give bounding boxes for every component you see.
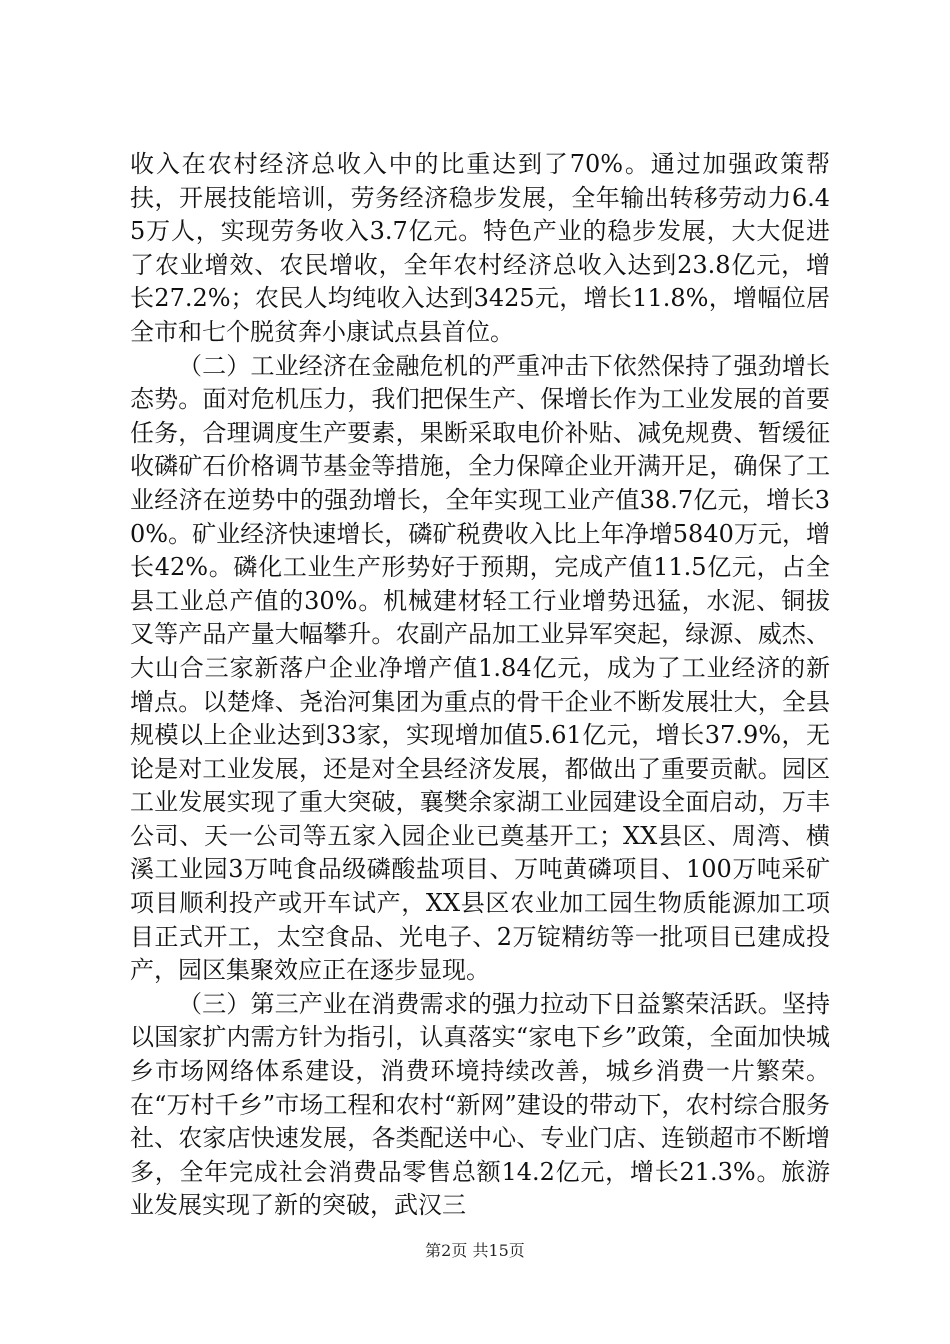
paragraph-continued: 收入在农村经济总收入中的比重达到了70%。通过加强政策帮扶，开展技能培训，劳务经济稳步发展，全年输出转移劳动力6.45万人，实现劳务收入3.7亿元。特色产业的稳步发展，大大促进了农业增效、农民增收，全年农村经济总收入达到23.8亿元，增长27.2%；农民人均纯收入达到3425元，增长11.8%，增幅位居全市和七个脱贫奔小康试点县首位。 xyxy=(130,150,830,346)
body-text xyxy=(130,148,830,1223)
paragraph-industry: （二）工业经济在金融危机的严重冲击下依然保持了强劲增长态势。面对危机压力，我们把保生产、保增长作为工业发展的首要任务，合理调度生产要素，果断采取电价补贴、减免规费、暂缓征收磷矿石价格调节基金等措施，全力保障企业开满开足，确保了工业经济在逆势中的强劲增长，全年实现工业产值38.7亿元，增长30%。矿业经济快速增长，磷矿税费收入比上年净增5840万元，增长42%。磷化工业生产形势好于预期，完成产值11.5亿元，占全县工业总产值的30%。机械建材轻工行业增势迅猛，水泥、铜拔叉等产品产量大幅攀升。农副产品加工业异军突起，绿源、威杰、大山合三家新落户企业净增产值1.84亿元，成为了工业经济的新增点。以楚烽、尧治河集团为重点的骨干企业不断发展壮大，全县规模以上企业达到33家，实现增加值5.61亿元，增长37.9%，无论是对工业发展，还是对全县经济发展，都做出了重要贡献。园区工业发展实现了重大突破，襄樊余家湖工业园建设全面启动，万丰公司、天一公司等五家入园企业已奠基开工；XX县区、周湾、横溪工业园3万吨食品级磷酸盐项目、万吨黄磷项目、100万吨采矿项目顺利投产或开车试产，XX县区农业加工园生物质能源加工项目正式开工，太空食品、光电子、2万锭精纺等一批项目已建成投产，园区集聚效应正在逐步显现。 xyxy=(130,351,830,985)
paragraph-tertiary: （三）第三产业在消费需求的强力拉动下日益繁荣活跃。坚持以国家扩内需方针为指引，认真落实“家电下乡”政策，全面加快城乡市场网络体系建设，消费环境持续改善，城乡消费一片繁荣。在“万村千乡”市场工程和农村“新网”建设的带动下，农村综合服务社、农家店快速发展，各类配送中心、专业门店、连锁超市不断增多，全年完成社会消费品零售总额14.2亿元，增长21.3%。旅游业发展实现了新的突破，武汉三 xyxy=(130,989,830,1220)
page-footer: 第2页 共15页 xyxy=(425,1241,525,1260)
